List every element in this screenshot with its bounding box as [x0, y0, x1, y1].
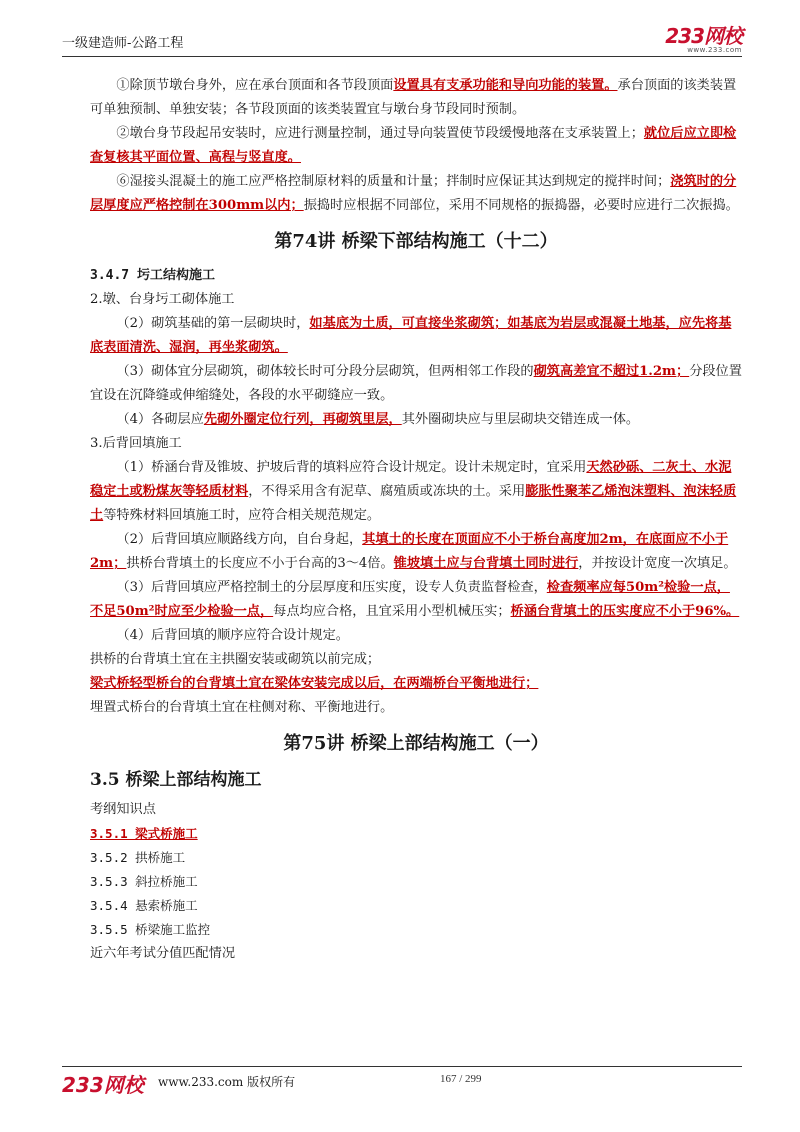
paragraph: 埋置式桥台的台背填土宜在柱侧对称、平衡地进行。 [90, 700, 394, 715]
key-point: 先砌外圈定位行列，再砌筑里层， [203, 412, 402, 427]
key-point: 其填土的长度在顶面应不小于桥台高度加2m，在底面应不小于2m； [90, 532, 729, 571]
lecture-title: 第74讲 桥梁下部结构施工（十二） [274, 231, 558, 252]
outline-item: 3.5.2 拱桥施工 [90, 850, 186, 865]
paragraph: （2）砌筑基础的第一层砌块时，如基底为土质，可直接坐浆砌筑；如基底为岩层或混凝土地基，应先将基底表面清洗、湿润，再坐浆砌筑。 [90, 316, 732, 355]
footer-logo: 233网校 [62, 1073, 144, 1097]
lecture-title: 第75讲 桥梁上部结构施工（一） [283, 733, 549, 754]
page-header [62, 26, 742, 57]
paragraph: （3）砌体宜分层砌筑，砌体较长时可分段分层砌筑，但两相邻工作段的砌筑高差宜不超过1.2m；分段位置宜设在沉降缝或伸缩缝处，各段的水平砌缝应一致。 [90, 364, 742, 403]
page-footer [62, 1066, 742, 1097]
subsection-heading: 2.墩、台身圬工砌体施工 [90, 292, 235, 307]
paragraph: 拱桥的台背填土宜在主拱圈安装或砌筑以前完成； [90, 652, 381, 667]
page-number: 167 / 299 [440, 1073, 482, 1085]
key-point: 设置具有支承功能和导向功能的装置。 [393, 78, 618, 93]
key-point: 天然砂砾、二灰土、水泥稳定土或粉煤灰等轻质材料 [90, 460, 732, 499]
outline-item: 3.5.5 桥梁施工监控 [90, 922, 211, 937]
logo-mark: 233网校 [665, 24, 742, 48]
paragraph: （4）各砌层应先砌外圈定位行列，再砌筑里层，其外圈砌块应与里层砌块交错连成一体。 [116, 412, 640, 427]
section-heading: 3.4.7 圬工结构施工 [90, 268, 215, 283]
key-point: 检查频率应每50m²检验一点，不足50m²时应至少检验一点， [90, 580, 730, 619]
subsection-heading: 3.后背回填施工 [90, 436, 182, 451]
key-point: 桥涵台背填土的压实度应不小于96%。 [510, 604, 740, 619]
paragraph: （2）后背回填应顺路线方向，自台身起，其填土的长度在顶面应不小于桥台高度加2m，在底面应不小于2m；拱桥台背填土的长度应不小于台高的3～4倍。锥坡填土应与台背填土同时进行，并按设计宽度一次填足。 [90, 532, 737, 571]
outline-item: 3.5.3 斜拉桥施工 [90, 874, 198, 889]
paragraph: ②墩台身节段起吊安装时，应进行测量控制，通过导向装置使节段缓慢地落在支承装置上；就位后应立即检查复核其平面位置、高程与竖直度。 [90, 126, 737, 165]
logo-sub: www.233.com [687, 46, 742, 54]
paragraph: ⑥湿接头混凝土的施工应严格控制原材料的质量和计量；拌制时应保证其达到规定的搅拌时间；浇筑时的分层厚度应严格控制在300mm以内；振捣时应根据不同部位，采用不同规格的振捣器，必要时应进行二次振捣。 [90, 174, 739, 213]
key-point: 浇筑时的分层厚度应严格控制在300mm以内； [90, 174, 737, 213]
key-point: 就位后应立即检查复核其平面位置、高程与竖直度。 [90, 126, 737, 165]
paragraph: （3）后背回填应严格控制土的分层厚度和压实度，设专人负责监督检查，检查频率应每50m²检验一点，不足50m²时应至少检验一点，每点均应合格，且宜采用小型机械压实；桥涵台背填土的压实度应不小于96%。 [90, 580, 740, 619]
footer-site: www.233.com 版权所有 [158, 1075, 296, 1089]
key-point: 梁式桥轻型桥台的台背填土宜在梁体安装完成以后，在两端桥台平衡地进行； [90, 676, 539, 691]
document-body [90, 74, 742, 966]
key-point: 砌筑高差宜不超过1.2m； [533, 364, 690, 379]
header-title: 一级建造师-公路工程 [62, 36, 184, 51]
paragraph: ①除顶节墩台身外，应在承台顶面和各节段顶面设置具有支承功能和导向功能的装置。承台顶面的该类装置可单独预制、单独安装；各节段顶面的该类装置宜与墩台身节段同时预制。 [90, 78, 737, 117]
paragraph: （1）桥涵台背及锥坡、护坡后背的填料应符合设计规定。设计未规定时，宜采用天然砂砾、二灰土、水泥稳定土或粉煤灰等轻质材料，不得采用含有泥草、腐殖质或冻块的土。采用膨胀性聚苯乙烯泡沫塑料、泡沫轻质土等特殊材料回填施工时，应符合相关规范规定。 [90, 460, 737, 523]
outline-title: 考纲知识点 [90, 802, 156, 817]
brand-logo [665, 20, 742, 54]
key-point: 膨胀性聚苯乙烯泡沫塑料、泡沫轻质土 [90, 484, 737, 523]
key-point: 如基底为土质，可直接坐浆砌筑；如基底为岩层或混凝土地基，应先将基底表面清洗、湿润，再坐浆砌筑。 [90, 316, 732, 355]
chapter-heading: 3.5 桥梁上部结构施工 [90, 770, 262, 790]
outline-item: 3.5.1 梁式桥施工 [90, 826, 198, 841]
key-point: 锥坡填土应与台背填土同时进行 [393, 556, 579, 571]
outline-item: 3.5.4 悬索桥施工 [90, 898, 198, 913]
paragraph: （4）后背回填的顺序应符合设计规定。 [116, 628, 349, 643]
paragraph: 近六年考试分值匹配情况 [90, 946, 236, 961]
